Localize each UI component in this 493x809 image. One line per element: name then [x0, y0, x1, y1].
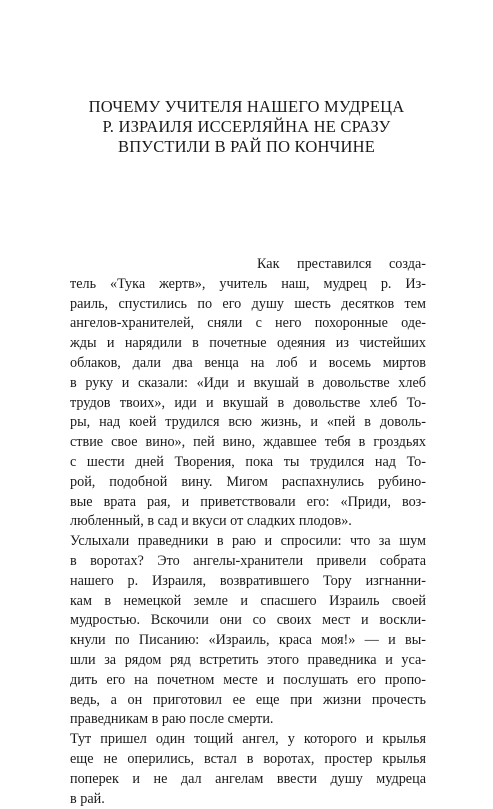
text-line: тель «Тука жертв», учитель наш, мудрец р. Из- [70, 275, 426, 292]
chapter-title-line: Р. ИЗРАИЛЯ ИССЕРЛЯЙНА НЕ СРАЗУ [102, 117, 391, 136]
text-line: с шести дней Творения, пока ты трудился над То- [70, 453, 426, 470]
text-line: Услыхали праведники в раю и спросили: что за шум [70, 533, 426, 550]
text-line: кнули по Писанию: «Израиль, краса моя!» — и вы- [70, 632, 426, 649]
chapter-title [60, 97, 433, 157]
chapter-body [70, 255, 426, 809]
text-line: ангелов-хранителей, сняли с него похоронные оде- [70, 315, 426, 332]
text-line: поперек и не дал ангелам ввести душу мудреца [70, 770, 426, 787]
text-line: праведникам в раю после смерти. [70, 711, 274, 728]
text-line: шли за рядом ряд встретить этого праведника и уса- [70, 651, 426, 668]
text-line: ры, над коей трудился всю жизнь, и «пей в доволь- [70, 414, 426, 431]
text-line: вые врата рая, и приветствовали его: «Приди, воз- [70, 493, 426, 510]
text-line: нашего р. Израиля, возвратившего Тору изгнанни- [70, 572, 426, 589]
paragraph [70, 255, 426, 532]
text-line: в руку и сказали: «Иди и вкушай в довольстве хлеб [70, 374, 426, 391]
text-line: Тут пришел один тощий ангел, у которого и крылья [70, 731, 426, 748]
text-line: в рай. [70, 790, 105, 807]
text-line: любленный, в сад и вкуси от сладких плодов». [70, 513, 352, 530]
text-line: еще не оперились, встал в воротах, простер крылья [70, 750, 426, 767]
text-line: раиль, спустились по его душу шесть десятков тем [70, 295, 426, 312]
text-line: жды и нарядили в почетные одеяния из чистейших [70, 335, 426, 352]
chapter-title-line: ВПУСТИЛИ В РАЙ ПО КОНЧИНЕ [117, 137, 375, 156]
text-line: ствие свое вино», пей вино, ждавшее тебя в гроздьях [70, 434, 426, 451]
text-line: Как преставился созда- [257, 256, 426, 272]
text-line: в воротах? Это ангелы-хранители привели собрата [70, 552, 426, 569]
paragraph [70, 730, 426, 809]
text-line: рой, подобной вину. Мигом распахнулись рубино- [70, 473, 426, 490]
text-line: облаков, дали два венца на лоб и восемь миртов [70, 354, 426, 371]
text-line: ведь, а он приготовил ее еще при жизни прочесть [70, 691, 426, 708]
text-line: кам в немецкой земле и спасшего Израиль своей [70, 592, 426, 609]
text-line: дить его на почетном месте и послушать его пропо- [70, 671, 426, 688]
text-line: трудов твоих», иди и вкушай в довольстве хлеб То- [70, 394, 426, 411]
chapter-title-line: ПОЧЕМУ УЧИТЕЛЯ НАШЕГО МУДРЕЦА [88, 97, 405, 116]
text-line: мудростью. Вскочили они со своих мест и воскли- [70, 612, 426, 629]
paragraph [70, 532, 426, 730]
